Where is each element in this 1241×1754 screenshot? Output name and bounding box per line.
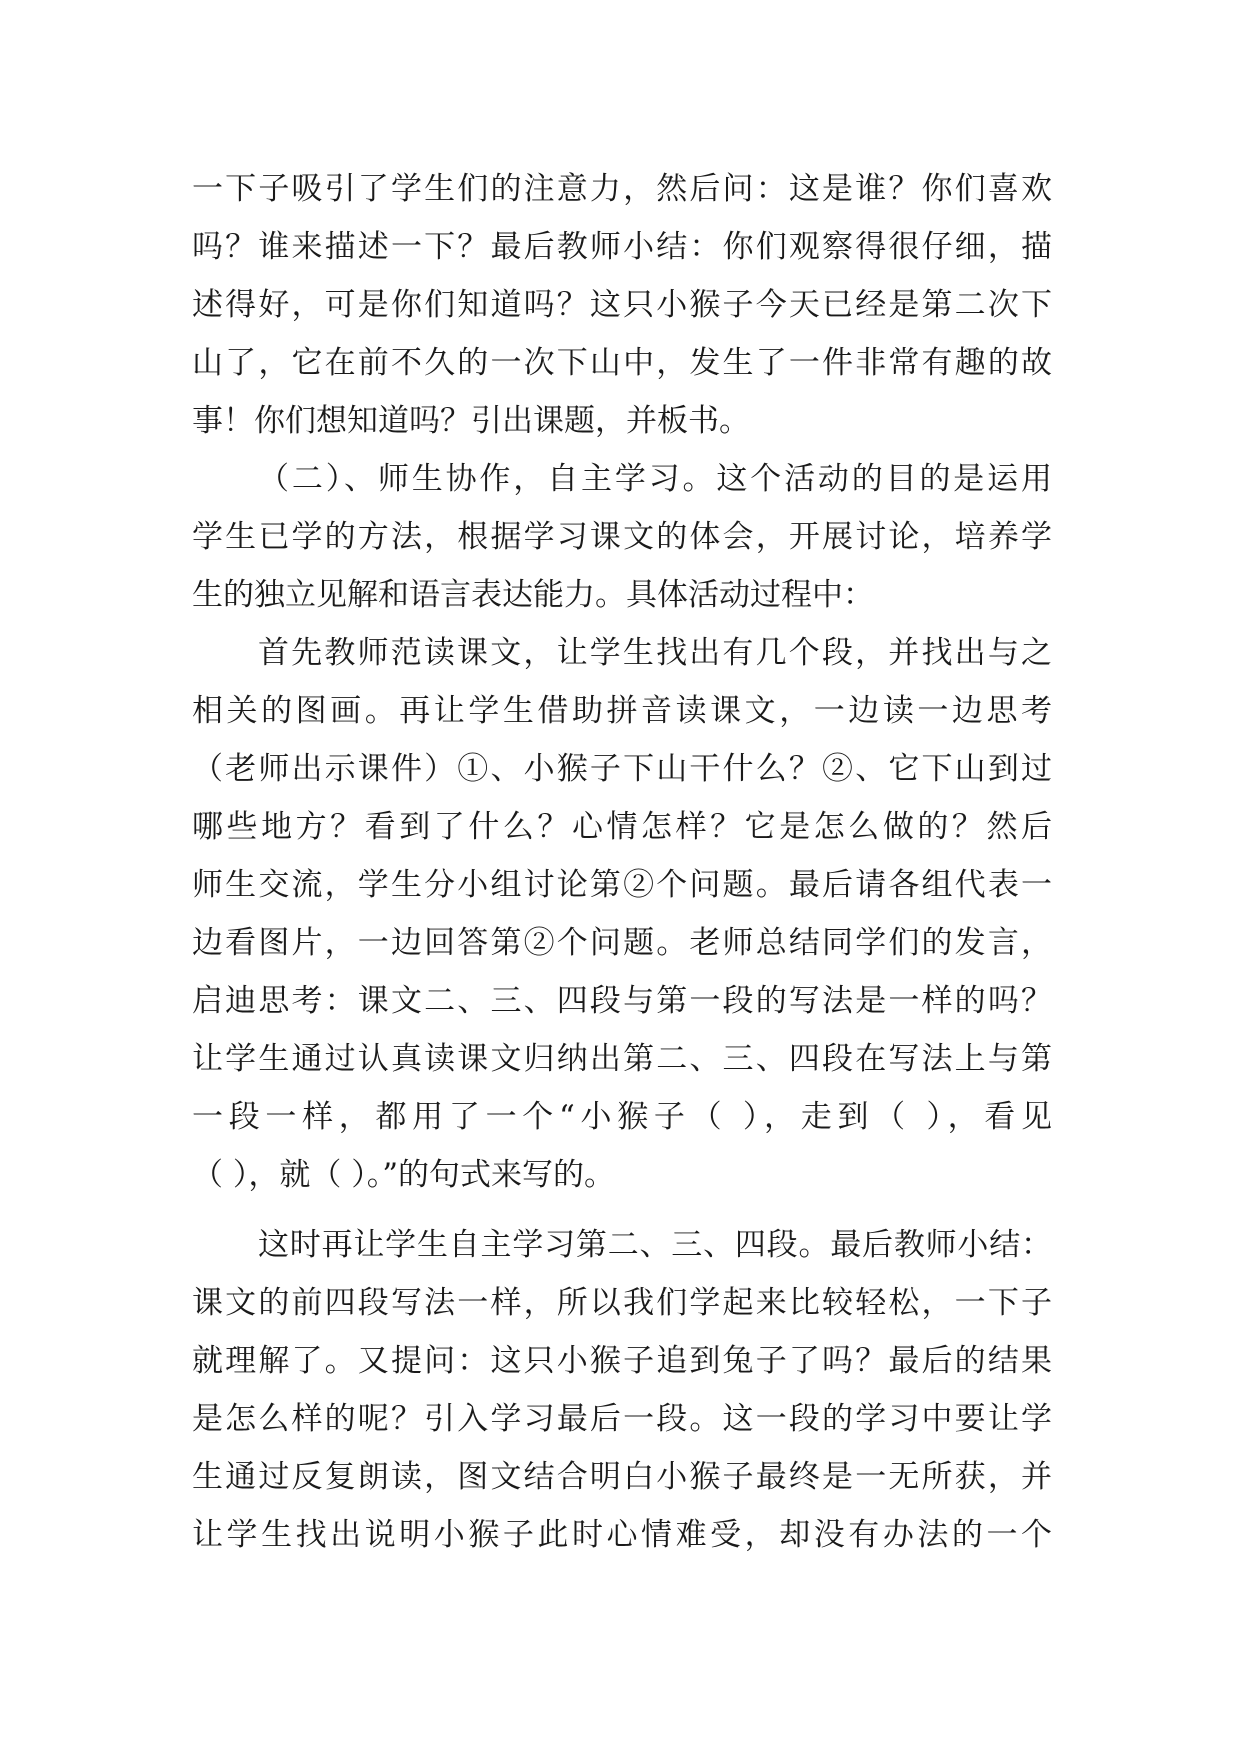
text-line: 让学生通过认真读课文归纳出第二、三、四段在写法上与第	[192, 1041, 1052, 1077]
text-line: 相关的图画。再让学生借助拼音读课文，一边读一边思考	[192, 693, 1052, 729]
paragraph-1	[192, 160, 1052, 450]
text-line: 吗？谁来描述一下？最后教师小结：你们观察得很仔细，描	[192, 229, 1052, 265]
text-line: 就理解了。又提问：这只小猴子追到兔子了吗？最后的结果	[192, 1343, 1052, 1379]
text-line: 哪些地方？看到了什么？心情怎样？它是怎么做的？然后	[192, 809, 1052, 845]
paragraph-3	[192, 624, 1052, 1204]
text-line: 述得好，可是你们知道吗？这只小猴子今天已经是第二次下	[192, 287, 1052, 323]
text-line: 是怎么样的呢？引入学习最后一段。这一段的学习中要让学	[192, 1401, 1052, 1437]
paragraph-2	[192, 450, 1052, 624]
text-line: （ ），就（ ）。”的句式来写的。	[192, 1157, 616, 1193]
paragraph-spacer	[192, 1204, 1052, 1216]
text-line: 启迪思考：课文二、三、四段与第一段的写法是一样的吗？	[192, 983, 1052, 1019]
text-line: 一下子吸引了学生们的注意力，然后问：这是谁？你们喜欢	[192, 171, 1052, 207]
document-body	[192, 160, 1052, 1564]
text-line: （老师出示课件）①、小猴子下山干什么？②、它下山到过	[192, 751, 1052, 787]
text-line: 生的独立见解和语言表达能力。具体活动过程中：	[192, 577, 874, 613]
text-line: 课文的前四段写法一样，所以我们学起来比较轻松，一下子	[192, 1285, 1052, 1321]
text-line: 边看图片，一边回答第②个问题。老师总结同学们的发言，	[192, 925, 1052, 961]
text-line: 这时再让学生自主学习第二、三、四段。最后教师小结：	[258, 1227, 1052, 1263]
text-line: 山了，它在前不久的一次下山中，发生了一件非常有趣的故	[192, 345, 1052, 381]
text-line: （二）、师生协作，自主学习。这个活动的目的是运用	[258, 461, 1052, 497]
paragraph-4	[192, 1216, 1052, 1564]
text-line: 事！你们想知道吗？引出课题，并板书。	[192, 403, 750, 439]
text-line: 学生已学的方法，根据学习课文的体会，开展讨论，培养学	[192, 519, 1052, 555]
text-line: 让学生找出说明小猴子此时心情难受，却没有办法的一个	[192, 1517, 1052, 1553]
text-line: 首先教师范读课文，让学生找出有几个段，并找出与之	[258, 635, 1052, 671]
text-line: 生通过反复朗读，图文结合明白小猴子最终是一无所获，并	[192, 1459, 1052, 1495]
text-line: 一段一样，都用了一个“小猴子（ ），走到（ ），看见	[192, 1099, 1052, 1135]
text-line: 师生交流，学生分小组讨论第②个问题。最后请各组代表一	[192, 867, 1052, 903]
